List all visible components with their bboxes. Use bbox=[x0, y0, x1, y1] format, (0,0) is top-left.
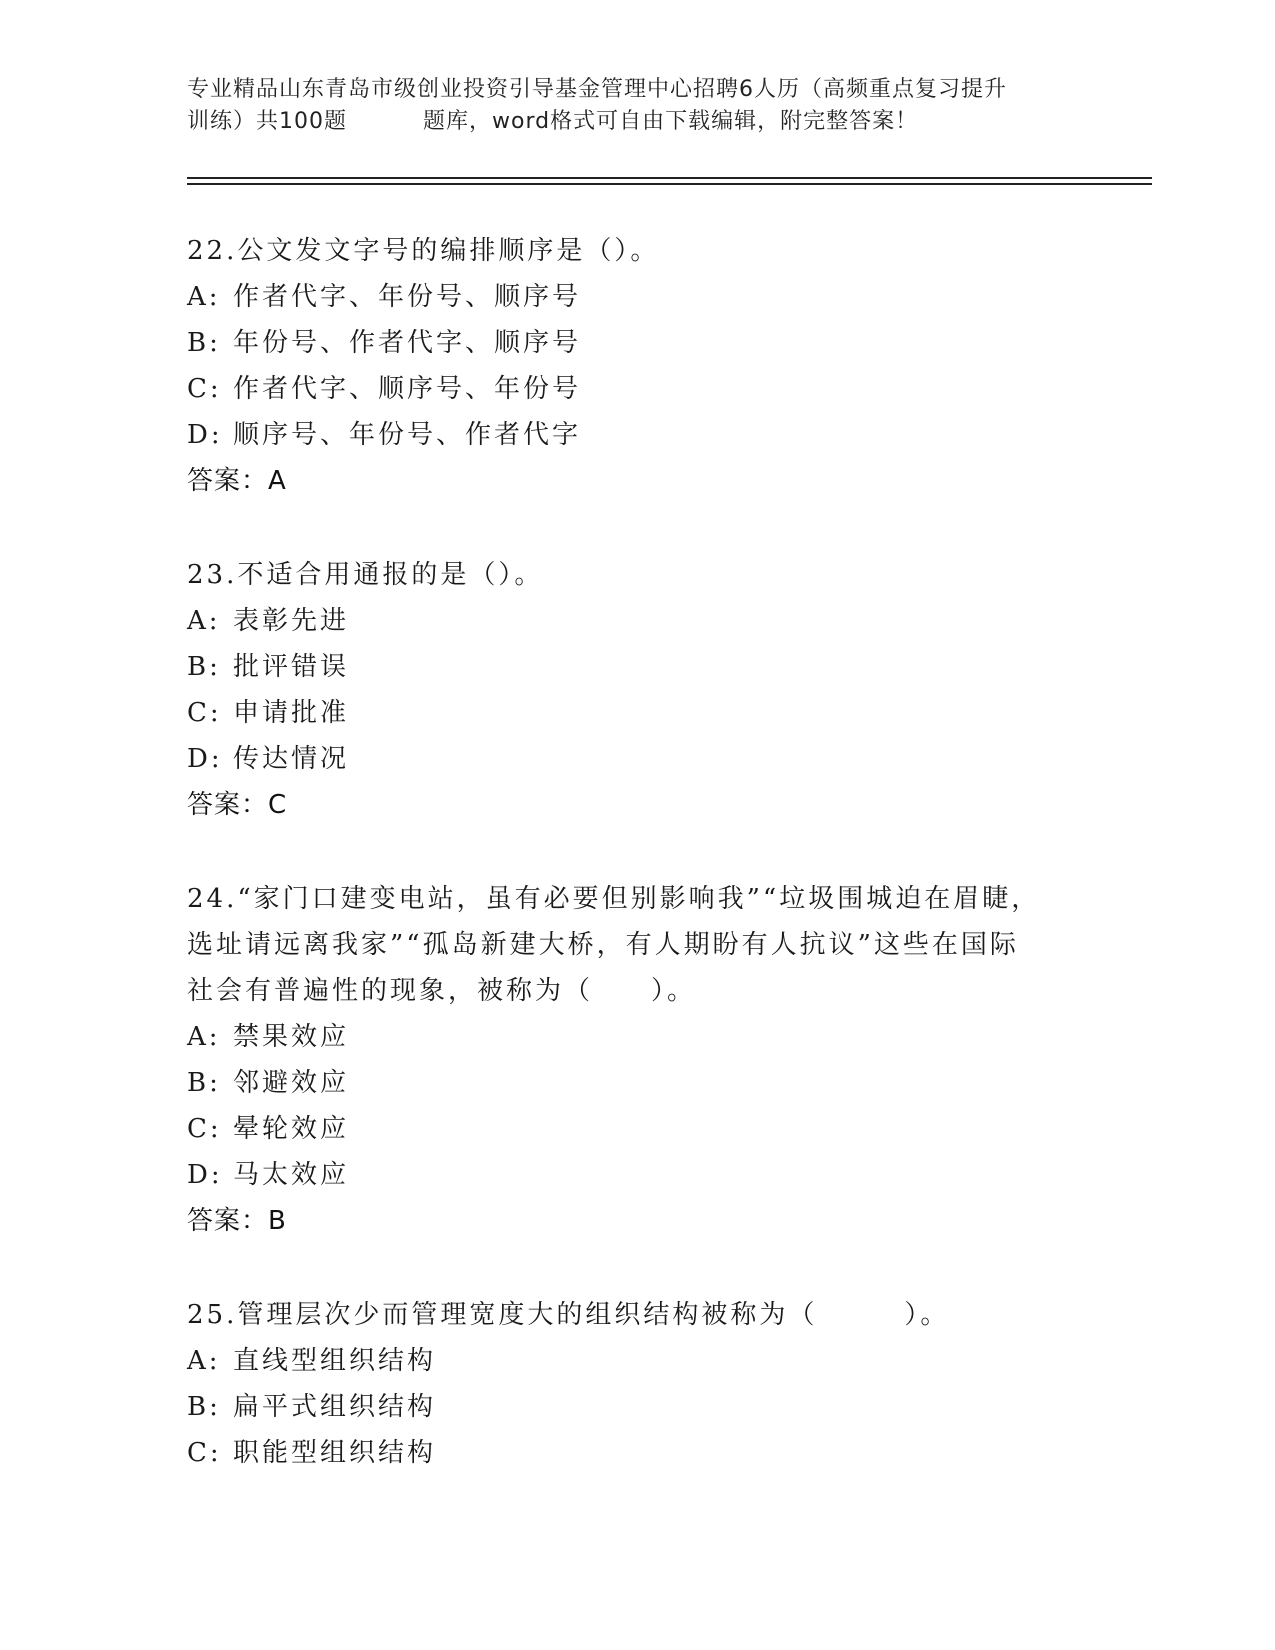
header-divider-top bbox=[187, 177, 1152, 179]
answer-option bbox=[187, 690, 1087, 736]
question-text: 25.管理层次少而管理宽度大的组织结构被称为（ ）。 bbox=[187, 1300, 950, 1330]
option-key: D: bbox=[187, 1160, 223, 1190]
question-text: 选址请远离我家”“孤岛新建大桥，有人期盼有人抗议”这些在国际 bbox=[187, 930, 1019, 960]
option-key: C: bbox=[187, 1438, 222, 1468]
option-text: 申请批准 bbox=[233, 698, 350, 728]
option-text: 禁果效应 bbox=[233, 1022, 350, 1052]
option-key: A: bbox=[187, 1346, 221, 1376]
option-key: A: bbox=[187, 1022, 221, 1052]
answer-option bbox=[187, 1060, 1087, 1106]
option-text: 批评错误 bbox=[233, 652, 350, 682]
option-key: B: bbox=[187, 328, 221, 358]
option-text: 扁平式组织结构 bbox=[233, 1392, 437, 1422]
option-key: C: bbox=[187, 374, 222, 404]
answer-option bbox=[187, 320, 1087, 366]
answer-option bbox=[187, 1338, 1087, 1384]
answer-line: 答案：C bbox=[187, 790, 288, 820]
answer-line: 答案：A bbox=[187, 466, 287, 496]
question-block bbox=[187, 1292, 1087, 1476]
option-key: B: bbox=[187, 652, 221, 682]
option-key: B: bbox=[187, 1068, 221, 1098]
answer-option bbox=[187, 1152, 1087, 1198]
option-text: 职能型组织结构 bbox=[233, 1438, 437, 1468]
option-text: 年份号、作者代字、顺序号 bbox=[233, 328, 582, 358]
answer-option bbox=[187, 598, 1087, 644]
option-text: 晕轮效应 bbox=[233, 1114, 350, 1144]
answer-line: 答案：B bbox=[187, 1206, 287, 1236]
header-title-line-1: 专业精品山东青岛市级创业投资引导基金管理中心招聘6人历（高频重点复习提升 bbox=[187, 77, 1007, 102]
header-divider-bottom bbox=[187, 183, 1152, 185]
header-title-line-2-part-2: 题库，word格式可自由下载编辑，附完整答案！ bbox=[423, 109, 919, 134]
option-key: D: bbox=[187, 744, 223, 774]
answer-option bbox=[187, 1430, 1087, 1476]
option-text: 顺序号、年份号、作者代字 bbox=[233, 420, 582, 450]
option-key: C: bbox=[187, 698, 222, 728]
header-title-line-2 bbox=[187, 106, 1087, 138]
answer-option bbox=[187, 412, 1087, 458]
answer-option bbox=[187, 1384, 1087, 1430]
question-text: 22.公文发文字号的编排顺序是（）。 bbox=[187, 236, 660, 266]
option-text: 作者代字、顺序号、年份号 bbox=[233, 374, 582, 404]
option-text: 表彰先进 bbox=[233, 606, 350, 636]
answer-option bbox=[187, 736, 1087, 782]
answer-option bbox=[187, 644, 1087, 690]
answer-option bbox=[187, 274, 1087, 320]
answer-option bbox=[187, 1106, 1087, 1152]
answer-option bbox=[187, 1014, 1087, 1060]
question-block bbox=[187, 228, 1087, 504]
option-key: A: bbox=[187, 282, 221, 312]
option-key: B: bbox=[187, 1392, 221, 1422]
option-text: 马太效应 bbox=[233, 1160, 350, 1190]
option-key: D: bbox=[187, 420, 223, 450]
document-header bbox=[187, 74, 1087, 138]
answer-option bbox=[187, 366, 1087, 412]
header-title-line-2-part-1: 训练）共100题 bbox=[187, 109, 347, 134]
question-text: 社会有普遍性的现象，被称为（ ）。 bbox=[187, 976, 697, 1006]
option-key: C: bbox=[187, 1114, 222, 1144]
question-block bbox=[187, 876, 1087, 1244]
option-text: 邻避效应 bbox=[233, 1068, 350, 1098]
option-text: 作者代字、年份号、顺序号 bbox=[233, 282, 582, 312]
question-list bbox=[187, 228, 1087, 1524]
option-text: 直线型组织结构 bbox=[233, 1346, 437, 1376]
question-block bbox=[187, 552, 1087, 828]
option-text: 传达情况 bbox=[233, 744, 350, 774]
option-key: A: bbox=[187, 606, 221, 636]
question-text: 24.“家门口建变电站，虽有必要但别影响我”“垃圾围城迫在眉睫， bbox=[187, 884, 1041, 914]
question-text: 23.不适合用通报的是（）。 bbox=[187, 560, 544, 590]
